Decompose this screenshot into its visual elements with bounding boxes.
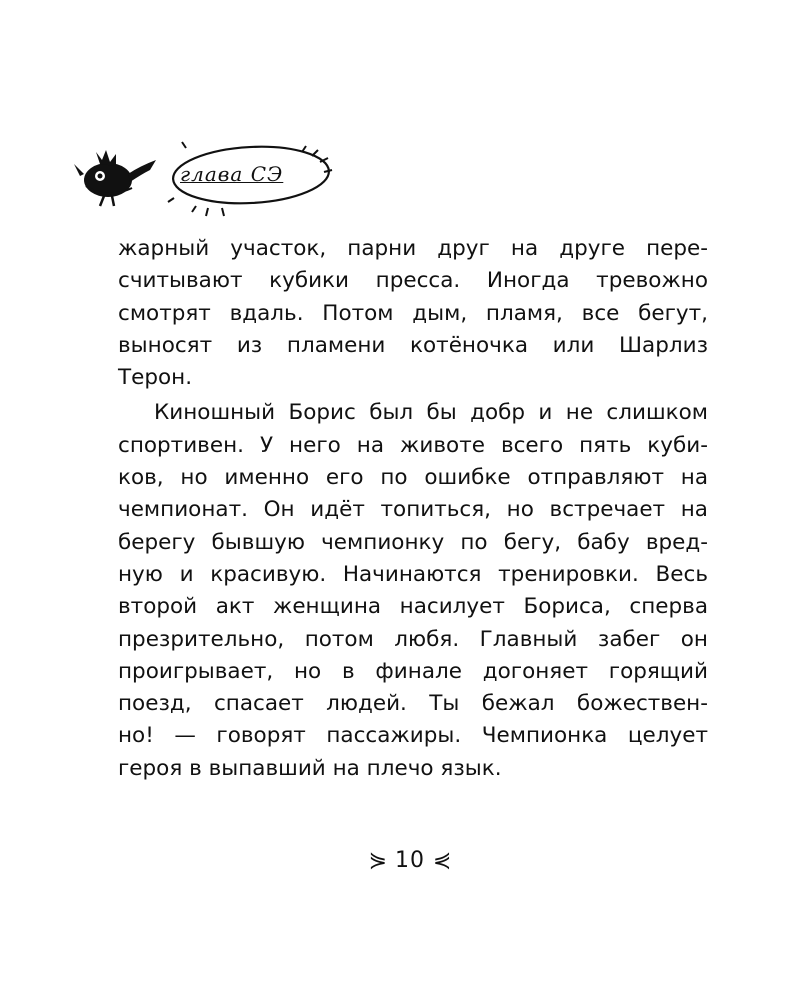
text-line: жарный участок, парни друг на друге пере-	[118, 236, 708, 261]
folio-right-mark: ⋞	[433, 848, 452, 873]
text-line: второй акт женщина насилует Бориса, сперва	[118, 594, 708, 620]
text-line: берегу бывшую чемпионку по бегу, бабу вред-	[118, 529, 708, 555]
chapter-header	[66, 140, 336, 230]
text-line: смотрят вдаль. Потом дым, пламя, все бегут,	[118, 300, 708, 326]
text-line: спортивен. У него на животе всего пять куби-	[118, 432, 708, 458]
text-line: ков, но именно его по ошибке отправляют на	[118, 465, 708, 491]
text-line: Терон.	[118, 365, 193, 391]
text-line: но! — говорят пассажиры. Чемпионка целует	[118, 723, 708, 749]
text-line: считывают кубики пресса. Иногда тревожно	[118, 268, 708, 294]
text-line: проигрывает, но в финале догоняет горящий	[118, 658, 708, 684]
text-line: Киношный Борис был бы добр и не слишком	[154, 400, 708, 426]
text-line: поезд, спасает людей. Ты бежал божествен-	[118, 691, 708, 717]
text-line: чемпионат. Он идёт топиться, но встречает на	[118, 497, 708, 523]
body-text	[118, 233, 708, 785]
page-number-folio	[355, 843, 465, 879]
bird-icon	[74, 150, 156, 206]
text-line: выносят из пламени котёночка или Шарлиз	[118, 332, 708, 358]
text-line: презрительно, потом любя. Главный забег он	[118, 626, 708, 652]
text-line: ную и красивую. Начинаются тренировки. Весь	[118, 561, 708, 587]
chapter-title: глава СЭ	[180, 162, 284, 186]
folio-left-mark: ⋟	[368, 848, 387, 873]
page-number: 10	[395, 848, 425, 873]
text-line: героя в выпавший на плечо язык.	[118, 755, 502, 781]
